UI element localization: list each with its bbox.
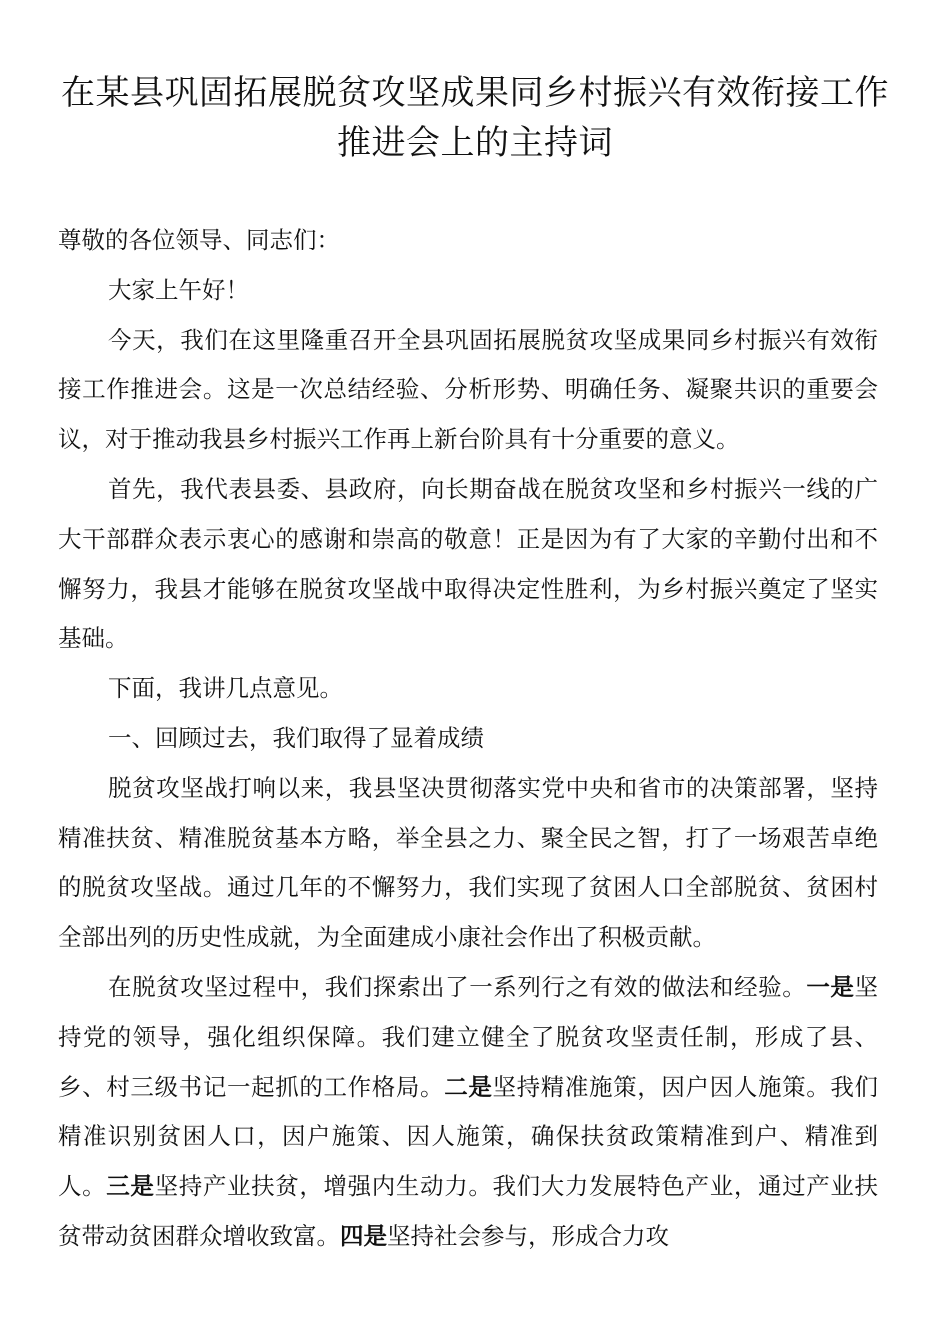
salutation: 尊敬的各位领导、同志们： xyxy=(58,226,340,254)
paragraph-achievements: 脱贫攻坚战打响以来，我县坚决贯彻落实党中央和省市的决策部署，坚持精准扶贫、精准脱贫基本方略，举全县之力、聚全民之智，打了一场艰苦卓绝的脱贫攻坚战。通过几年的不懈努力，我们实现了贫困人口全部脱贫、贫困村全部出列的历史性成就，为全面建成小康社会作出了积极贡献。 xyxy=(58,773,878,952)
keyword-first: 一是 xyxy=(806,972,855,1001)
experience-1-text: 坚持党的领导，强化组织保障。我们建立健全了脱贫攻坚责任制，形成了县、乡、村三级书记一起抓的工作格局。 xyxy=(58,972,879,1101)
paragraph-transition: 下面，我讲几点意见。 xyxy=(108,674,343,703)
experience-2-text: 坚持精准施策，因户因人施策。我们精准识别贫困人口，因户施策、因人施策，确保扶贫政策精准到户、精准到人。 xyxy=(58,1072,879,1201)
keyword-second: 二是 xyxy=(444,1072,493,1101)
experience-4-text: 坚持社会参与，形成合力攻 xyxy=(387,1221,669,1250)
keyword-fourth: 四是 xyxy=(340,1221,387,1250)
paragraph-experiences xyxy=(58,963,878,1262)
paragraph-thanks: 首先，我代表县委、县政府，向长期奋战在脱贫攻坚和乡村振兴一线的广大干部群众表示衷心的感谢和崇高的敬意！正是因为有了大家的辛勤付出和不懈努力，我县才能够在脱贫攻坚战中取得决定性胜利，为乡村振兴奠定了坚实基础。 xyxy=(58,474,878,653)
section-heading-1: 一、回顾过去，我们取得了显着成绩 xyxy=(108,723,484,752)
experiences-intro: 在脱贫攻坚过程中，我们探索出了一系列行之有效的做法和经验。 xyxy=(108,972,807,1001)
document-title: 在某县巩固拓展脱贫攻坚成果同乡村振兴有效衔接工作推进会上的主持词 xyxy=(61,73,889,163)
document-body xyxy=(58,216,878,1262)
keyword-third: 三是 xyxy=(106,1172,155,1201)
greeting: 大家上午好！ xyxy=(108,275,249,304)
paragraph-opening: 今天，我们在这里隆重召开全县巩固拓展脱贫攻坚成果同乡村振兴有效衔接工作推进会。这是一次总结经验、分析形势、明确任务、凝聚共识的重要会议，对于推动我县乡村振兴工作再上新台阶具有十分重要的意义。 xyxy=(58,325,878,454)
experience-3-text: 坚持产业扶贫，增强内生动力。我们大力发展特色产业，通过产业扶贫带动贫困群众增收致富。 xyxy=(58,1172,879,1250)
